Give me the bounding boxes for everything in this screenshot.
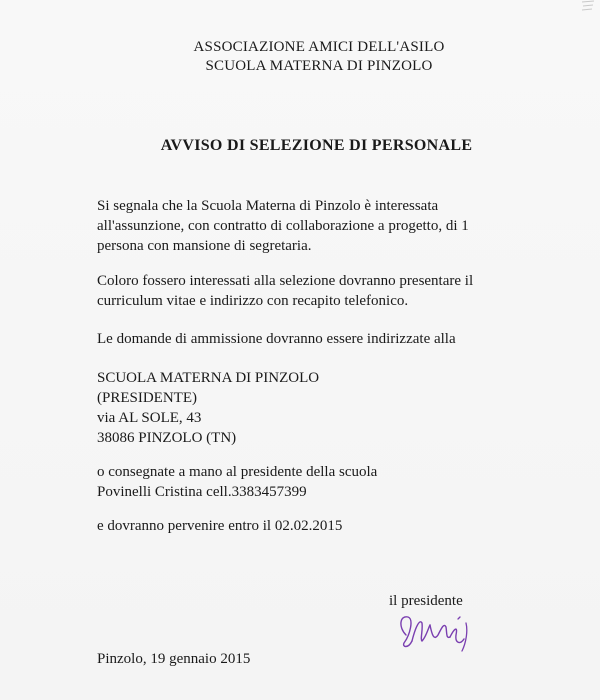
paragraph-deadline bbox=[97, 516, 537, 536]
paragraph-line: Si segnala che la Scuola Materna di Pinzolo è interessata bbox=[97, 198, 439, 214]
paragraph-line: curriculum vitae e indirizzo con recapito telefonico. bbox=[97, 293, 409, 309]
paragraph-line: o consegnate a mano al presidente della scuola bbox=[97, 464, 378, 480]
notice-title-text: AVVISO DI SELEZIONE DI PERSONALE bbox=[160, 137, 473, 154]
edge-mark bbox=[580, 0, 596, 14]
paragraph-line: all'assunzione, con contratto di collaborazione a progetto, di 1 bbox=[97, 218, 469, 234]
address-line: via AL SOLE, 43 bbox=[97, 410, 202, 426]
paragraph-line: Coloro fossero interessati alla selezione dovranno presentare il bbox=[97, 273, 474, 289]
letterhead-association: ASSOCIAZIONE AMICI DELL'ASILO bbox=[193, 39, 445, 55]
postal-address bbox=[97, 368, 537, 448]
paragraph-intro bbox=[97, 196, 537, 256]
paragraph-line: Le domande di ammissione dovranno essere indirizzate alla bbox=[97, 331, 456, 347]
notice-title bbox=[0, 137, 600, 155]
paragraph-line: persona con mansione di segretaria. bbox=[97, 238, 312, 254]
deadline-line: e dovranno pervenire entro il 02.02.2015 bbox=[97, 518, 343, 534]
contact-line: Povinelli Cristina cell.3383457399 bbox=[97, 484, 307, 500]
letterhead-school: SCUOLA MATERNA DI PINZOLO bbox=[205, 58, 433, 74]
signature-label: il presidente bbox=[389, 593, 463, 609]
paragraph-requirements bbox=[97, 271, 537, 311]
letterhead bbox=[0, 38, 600, 76]
handwritten-signature bbox=[392, 605, 482, 655]
paragraph-hand-delivery bbox=[97, 462, 537, 502]
paragraph-addressing bbox=[97, 329, 537, 349]
document-date: Pinzolo, 19 gennaio 2015 bbox=[97, 651, 251, 667]
address-line: SCUOLA MATERNA DI PINZOLO bbox=[97, 370, 320, 386]
address-line: 38086 PINZOLO (TN) bbox=[97, 430, 237, 446]
address-line: (PRESIDENTE) bbox=[97, 390, 197, 406]
